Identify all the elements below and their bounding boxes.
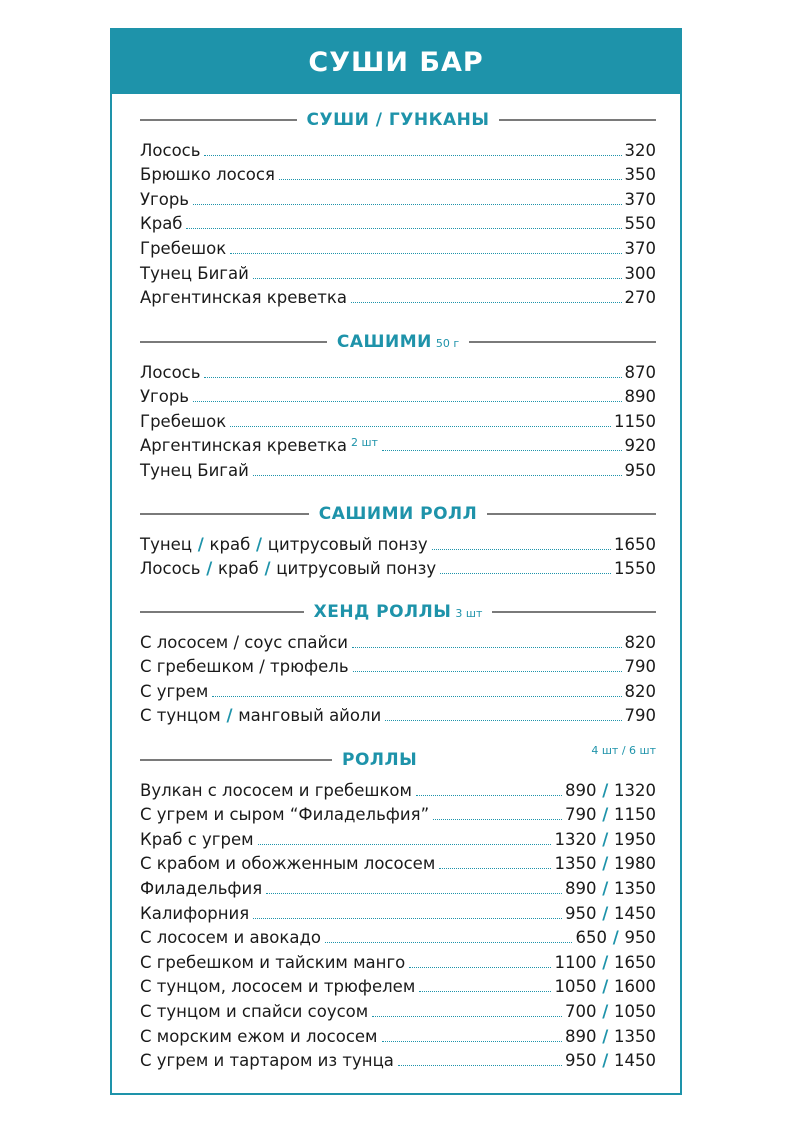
item-price: 1650 [614,534,656,554]
slash-separator: / [596,1026,614,1046]
dot-leader [258,844,552,845]
dot-leader [266,893,562,894]
dot-leader [230,253,621,254]
item-price [575,928,656,948]
menu-item [140,801,656,826]
item-price: 270 [624,288,656,308]
section-title-wrap [332,750,427,770]
item-price [554,977,656,997]
price-part: 890 [564,1026,597,1046]
price-part: 1350 [614,1026,656,1046]
dot-leader [382,450,622,451]
dot-leader [352,647,621,648]
menu-frame [110,28,682,1095]
price-part: 890 [564,780,597,800]
item-name [140,535,428,555]
item-price: 320 [624,140,656,160]
item-price: 870 [624,362,656,382]
item-price: 370 [624,238,656,258]
item-name: С крабом и обожженным лососем [140,854,436,874]
dot-leader [385,720,621,721]
item-name: Тунец Бигай [140,460,249,480]
item-name: Аргентинская креветка [140,288,347,308]
section-rolls [140,744,656,1071]
price-part: 1320 [554,829,597,849]
header-rule-left [140,119,297,121]
item-name: С морским ежом и лососем [140,1026,378,1046]
dot-leader [351,302,622,303]
section-portion-size: 3 шт [455,607,483,620]
menu-item [140,1047,656,1072]
item-price [565,805,656,825]
menu-item [140,210,656,235]
menu-item [140,456,656,481]
section-title-wrap [327,332,469,352]
item-name: Краб [140,214,183,234]
price-part: 1600 [614,977,656,997]
section-header [140,602,656,622]
price-part: 890 [564,878,597,898]
dot-leader [382,1041,562,1042]
item-price [554,854,656,874]
dot-leader [212,696,621,697]
item-name-part: цитрусовый понзу [267,534,428,554]
item-name: Гребешок [140,411,227,431]
menu-item [140,874,656,899]
section-title-wrap [297,110,500,130]
menu-item [140,653,656,678]
slash-separator: / [596,1051,614,1071]
dot-leader [253,475,622,476]
menu-item [140,948,656,973]
item-price [565,879,656,899]
item-name-part: манговый айоли [238,706,382,726]
section-title: СУШИ / ГУНКАНЫ [306,110,490,130]
item-name: Угорь [140,387,190,407]
item-name: С угрем и тартаром из тунца [140,1051,394,1071]
item-name: Гребешок [140,238,227,258]
item-price [565,904,656,924]
slash-separator: / [192,534,210,554]
item-price [554,830,656,850]
slash-separator: / [606,928,625,948]
header-rule-right [492,611,656,613]
item-name: С угрем [140,681,209,701]
menu-item [140,850,656,875]
dot-leader [204,155,621,156]
item-name-part: цитрусовый понзу [276,559,437,579]
price-part: 1650 [614,952,656,972]
menu-item [140,776,656,801]
item-name: Аргентинская креветка [140,436,347,456]
price-part: 1150 [614,805,656,825]
dot-leader [353,671,622,672]
slash-separator: / [596,878,614,898]
dot-leader [372,1016,562,1017]
menu-item [140,284,656,309]
item-name-part: краб [209,534,251,554]
item-price: 950 [624,460,656,480]
item-price [554,953,656,973]
dot-leader [440,573,611,574]
menu-item [140,185,656,210]
section-title: РОЛЛЫ [342,750,418,770]
menu-item [140,702,656,727]
dot-leader [253,278,622,279]
section-header [140,744,656,770]
item-price [565,1051,656,1071]
dot-leader [416,795,562,796]
item-name: Вулкан с лососем и гребешком [140,780,412,800]
item-price: 920 [624,436,656,456]
item-price: 370 [624,189,656,209]
section-title: ХЕНД РОЛЛЫ [313,602,452,622]
slash-separator: / [596,1001,614,1021]
price-part: 1100 [554,952,597,972]
slash-separator: / [596,829,614,849]
dot-leader [253,918,562,919]
menu-item [140,432,656,457]
header-rule-right [469,341,656,343]
dot-leader [409,967,551,968]
price-part: 1350 [614,878,656,898]
header-rule-left [140,611,304,613]
item-price [565,1027,656,1047]
slash-separator: / [596,952,614,972]
item-name [140,706,381,726]
menu-item [140,407,656,432]
menu-item [140,825,656,850]
price-part: 1450 [614,1051,656,1071]
dot-leader [204,377,621,378]
item-name [140,559,436,579]
header-rule-right [487,513,656,515]
portion-note: 4 шт / 6 шт [591,744,656,757]
price-part: 1050 [554,977,597,997]
section-sashimi [140,332,656,481]
section-sashimi-roll [140,504,656,579]
menu-item [140,530,656,555]
slash-separator: / [596,977,614,997]
item-price: 790 [624,657,656,677]
item-price: 1150 [614,411,656,431]
section-title-wrap [304,602,493,622]
item-name: Брюшко лосося [140,165,275,185]
item-price [565,1002,656,1022]
section-sushi-gunkan [140,110,656,308]
price-part: 790 [564,805,597,825]
price-part: 1050 [614,1001,656,1021]
header-rule-right [499,119,656,121]
menu-item [140,161,656,186]
item-price [565,781,656,801]
item-name: Калифорния [140,903,250,923]
menu-item [140,136,656,161]
item-name-part: краб [217,559,259,579]
section-portion-size: 50 г [435,337,460,350]
section-title: САШИМИ РОЛЛ [318,504,478,524]
menu-item [140,234,656,259]
item-name: С лососем / соус спайси [140,632,349,652]
menu-item [140,628,656,653]
item-name: Филадельфия [140,878,263,898]
menu-item [140,973,656,998]
menu-item [140,1022,656,1047]
page-title: СУШИ БАР [308,46,484,78]
slash-separator: / [258,559,277,579]
dot-leader [398,1065,562,1066]
item-price: 820 [624,681,656,701]
menu-item [140,677,656,702]
dot-leader [325,942,573,943]
price-part: 950 [624,928,656,948]
item-price: 350 [624,165,656,185]
item-name: С угрем и сыром “Филадельфия” [140,805,430,825]
item-price: 820 [624,632,656,652]
item-name: Лосось [140,140,201,160]
item-name-part: Лосось [140,559,201,579]
item-name-part: Тунец [140,534,193,554]
item-name: С тунцом, лососем и трюфелем [140,977,416,997]
price-part: 1980 [614,854,656,874]
slash-separator: / [596,780,614,800]
menu-item [140,259,656,284]
item-price: 1550 [614,559,656,579]
slash-separator: / [596,854,614,874]
item-note: 2 шт [350,436,378,450]
item-price: 550 [624,214,656,234]
price-part: 950 [564,1051,597,1071]
price-part: 950 [564,903,597,923]
section-title: САШИМИ [336,332,432,352]
item-name: С гребешком / трюфель [140,657,349,677]
item-price: 790 [624,706,656,726]
header-rule-left [140,513,309,515]
slash-separator: / [596,805,614,825]
price-part: 1450 [614,903,656,923]
slash-separator: / [220,706,239,726]
dot-leader [432,549,611,550]
slash-separator: / [596,903,614,923]
item-price: 890 [624,387,656,407]
dot-leader [439,868,551,869]
item-name: С лососем и авокадо [140,928,321,948]
header-rule-left [140,759,332,761]
item-name: Угорь [140,189,190,209]
dot-leader [186,228,621,229]
dot-leader [419,991,551,992]
menu-item [140,383,656,408]
menu-item [140,358,656,383]
dot-leader [433,819,562,820]
price-part: 700 [564,1001,597,1021]
item-name: Лосось [140,362,201,382]
menu-item [140,924,656,949]
title-banner [112,30,680,94]
section-hand-rolls [140,602,656,726]
section-header [140,504,656,524]
price-part: 1350 [554,854,597,874]
item-name: Тунец Бигай [140,263,249,283]
item-name: С гребешком и тайским манго [140,952,406,972]
dot-leader [230,426,611,427]
section-title-wrap [309,504,488,524]
section-header [140,110,656,130]
menu-item [140,997,656,1022]
slash-separator: / [250,534,268,554]
item-name: С тунцом и спайси соусом [140,1001,369,1021]
price-part: 1320 [614,780,656,800]
menu-item [140,555,656,580]
item-name-part: С тунцом [140,706,221,726]
dot-leader [193,401,621,402]
header-rule-left [140,341,327,343]
menu-item [140,899,656,924]
price-part: 650 [575,928,607,948]
dot-leader [193,204,621,205]
price-part: 1950 [614,829,656,849]
item-name: Краб с угрем [140,829,254,849]
slash-separator: / [200,559,218,579]
item-price: 300 [624,263,656,283]
dot-leader [279,179,622,180]
section-header [140,332,656,352]
